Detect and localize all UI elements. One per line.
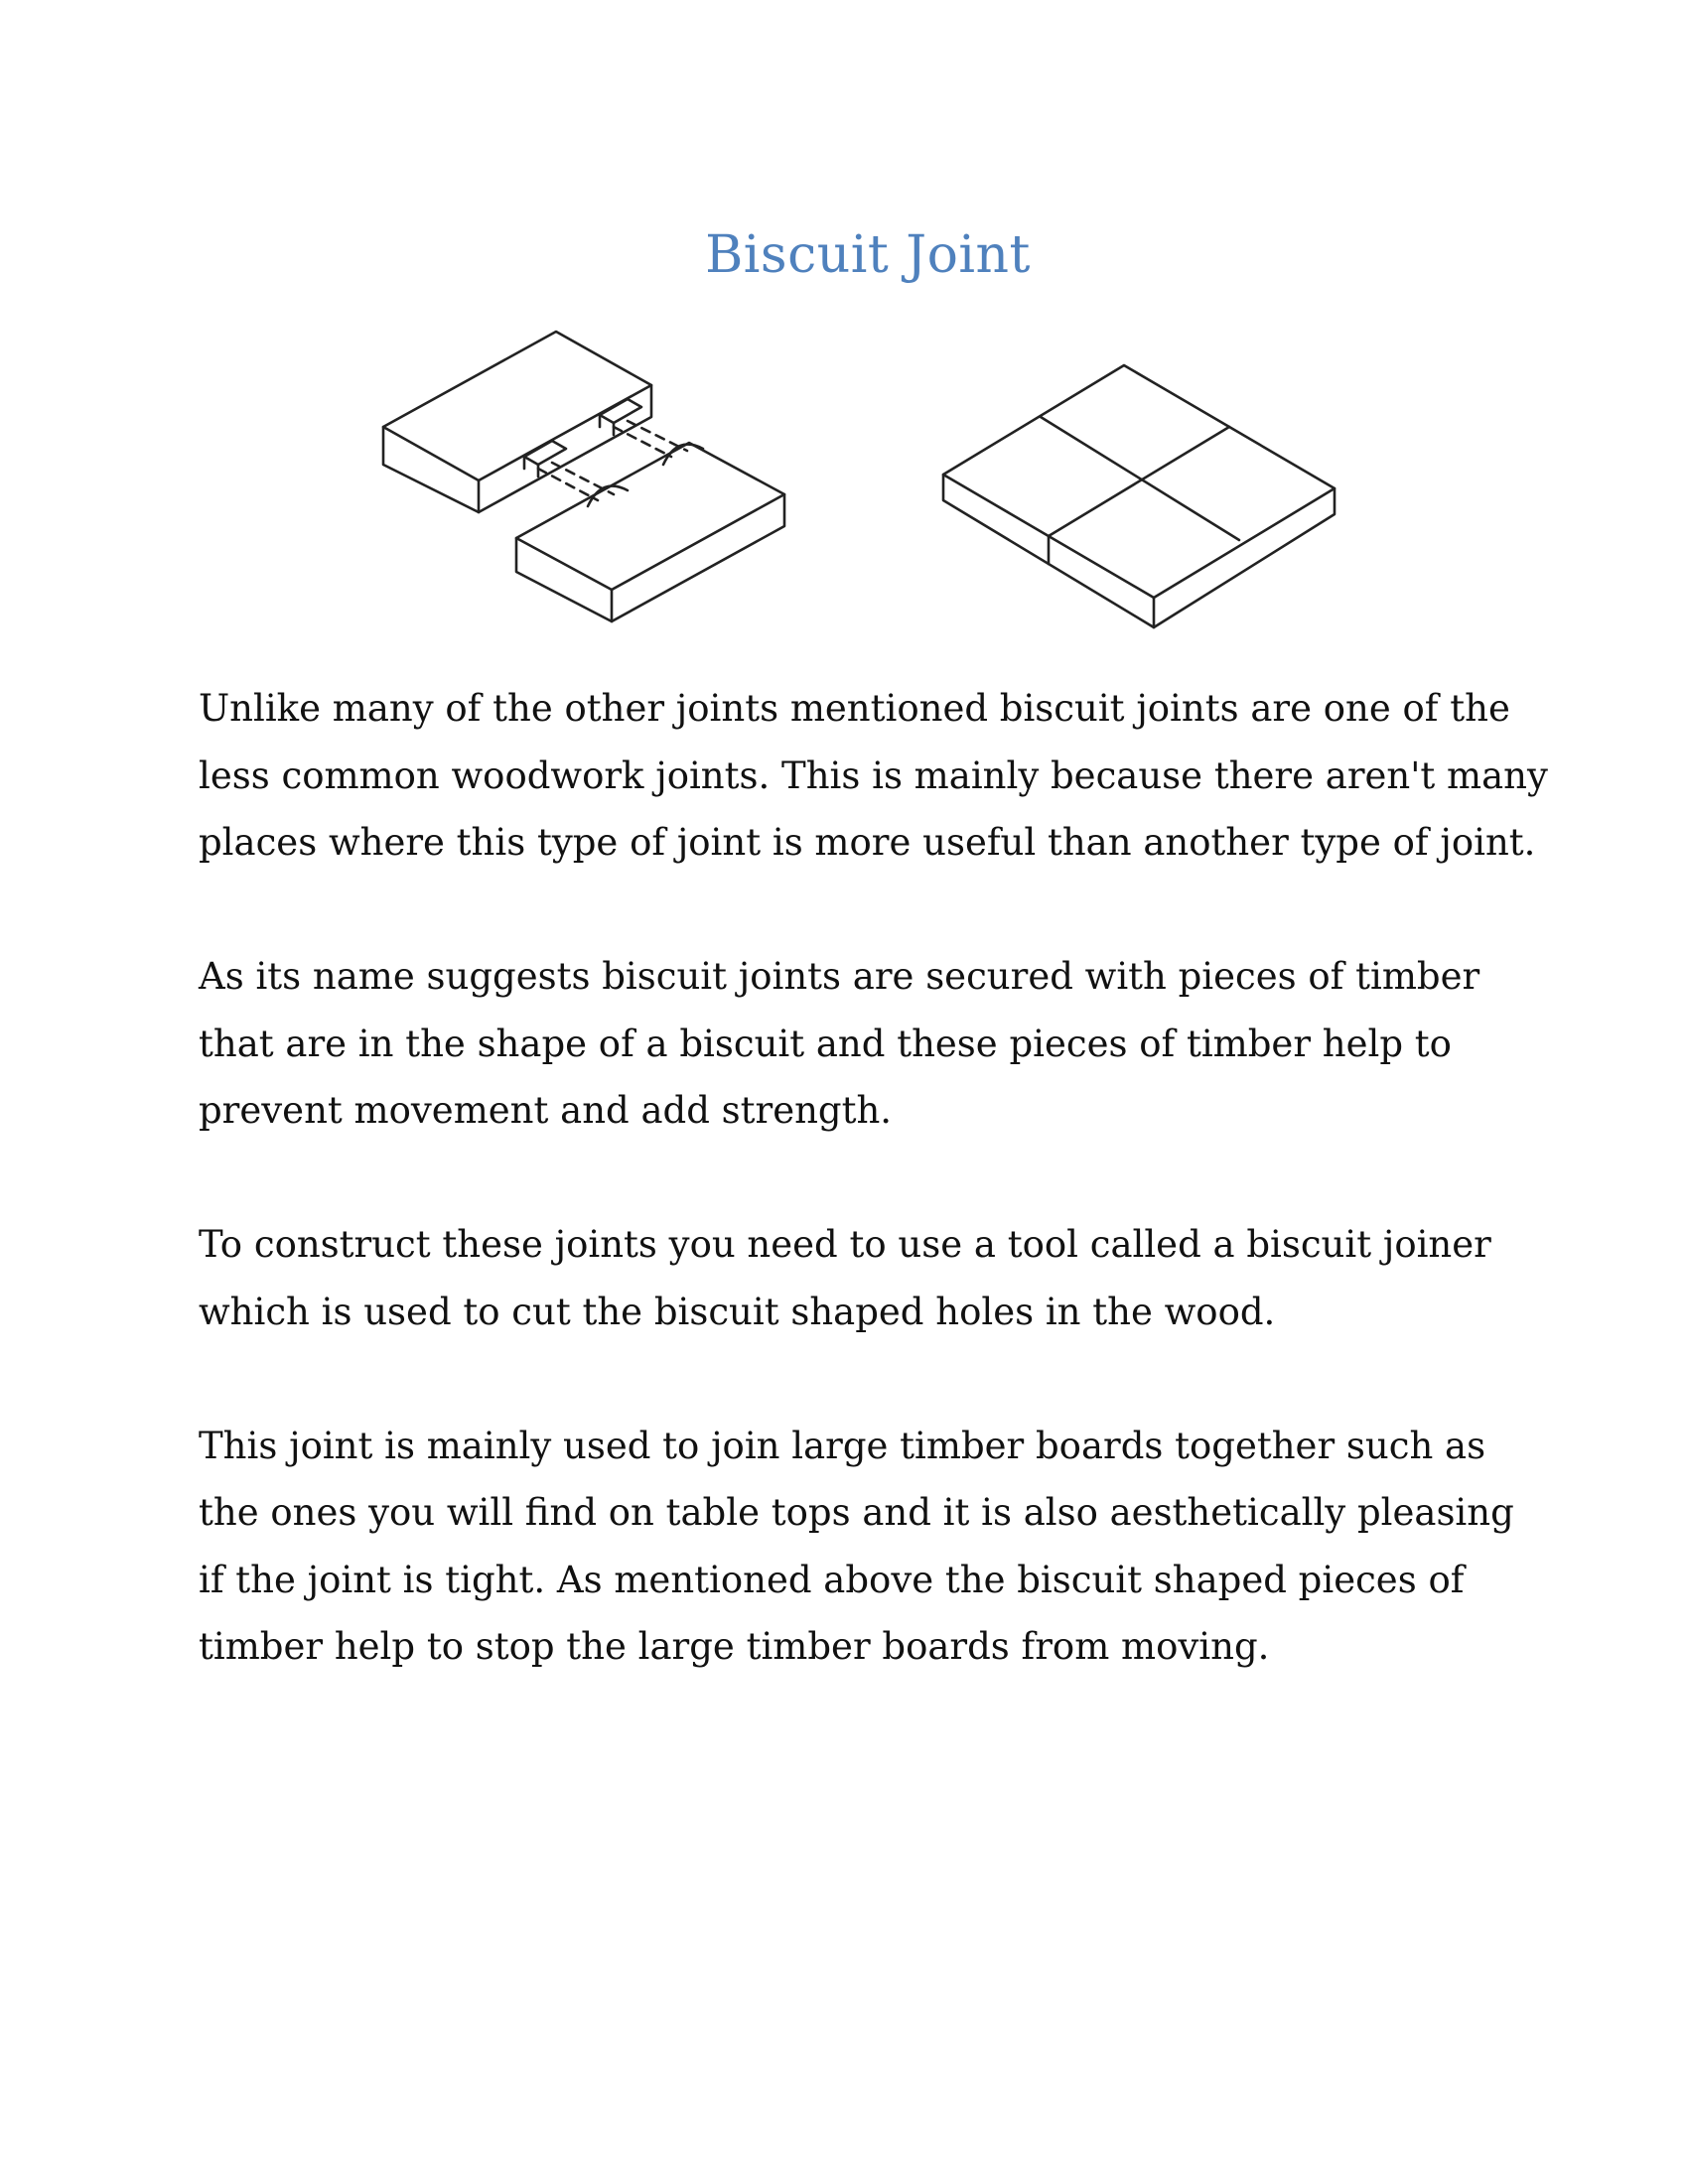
exploded-biscuit-joint-icon <box>383 332 784 621</box>
paragraph-4: This joint is mainly used to join large timber boards together such as the ones you will find on table tops and it is also aesthetically pleasing if the joint is tight. As mentioned above the biscuit shaped pieces of timber help to stop the large timber boards from moving. <box>199 1424 1514 1668</box>
joint-illustration <box>367 318 1370 635</box>
body-text <box>199 675 1549 1747</box>
paragraph-3: To construct these joints you need to use a tool called a biscuit joiner which is used to cut the biscuit shaped holes in the wood. <box>199 1223 1491 1333</box>
joint-illustration-svg <box>367 318 1370 635</box>
page-title: Biscuit Joint <box>705 225 1031 285</box>
paragraph-2: As its name suggests biscuit joints are secured with pieces of timber that are in the shape of a biscuit and these pieces of timber help to prevent movement and add strength. <box>199 955 1480 1132</box>
assembled-biscuit-joint-icon <box>943 365 1335 627</box>
paragraph-1: Unlike many of the other joints mentioned biscuit joints are one of the less common woodwork joints. This is mainly because there aren't many places where this type of joint is more useful than another type of joint. <box>199 687 1548 864</box>
